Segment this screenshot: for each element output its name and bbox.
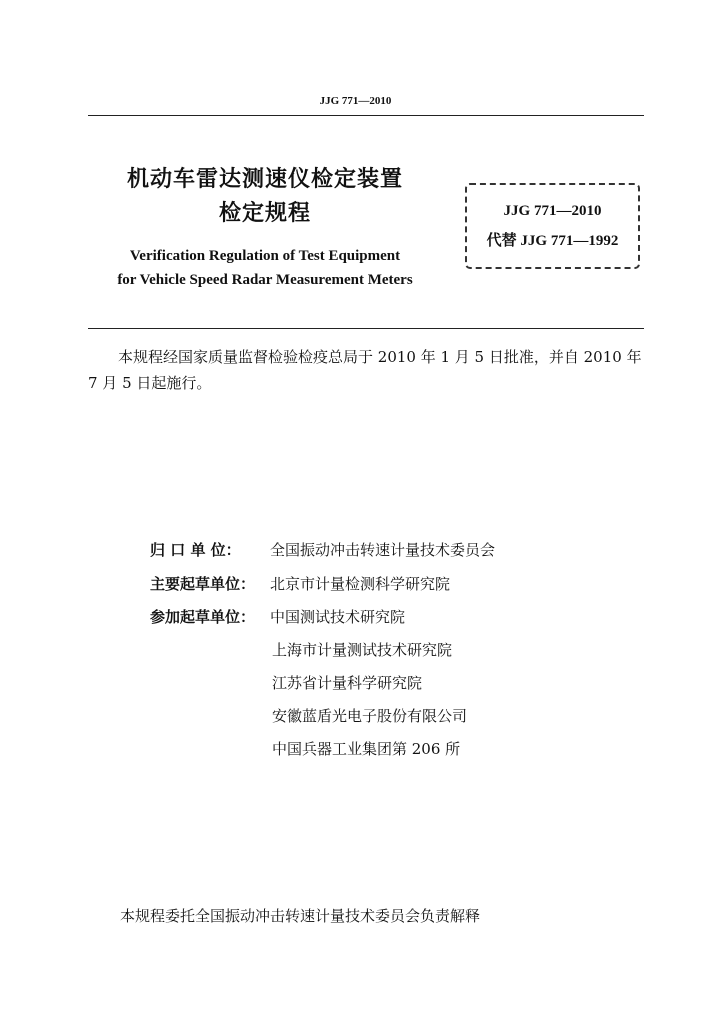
top-rule — [88, 115, 644, 116]
middle-rule — [88, 328, 644, 329]
responsible-unit-row — [150, 540, 495, 560]
chinese-title-line-1: 机动车雷达测速仪检定装置 — [126, 167, 403, 192]
standard-code-box — [465, 183, 640, 269]
interpretation-note: 本规程委托全国振动冲击转速计量技术委员会负责解释 — [120, 907, 481, 925]
participant-item: 中国测试技术研究院 — [270, 608, 406, 626]
document-code-header: JJG 771—2010 — [319, 95, 392, 107]
english-title-line-1: Verification Regulation of Test Equipment — [129, 248, 401, 264]
responsible-unit-value: 全国振动冲击转速计量技术委员会 — [270, 541, 496, 559]
participant-item: 江苏省计量科学研究院 — [272, 674, 423, 692]
english-title-line-2: for Vehicle Speed Radar Measurement Meters — [117, 272, 413, 288]
main-drafter-value: 北京市计量检测科学研究院 — [270, 575, 451, 593]
participant-item: 安徽蓝盾光电子股份有限公司 — [272, 707, 468, 725]
standard-code: JJG 771—2010 — [503, 203, 602, 219]
responsible-unit-label: 归 口 单 位： — [150, 541, 241, 559]
chinese-title-line-2: 检定规程 — [218, 201, 311, 226]
participant-item: 上海市计量测试技术研究院 — [272, 641, 453, 659]
participant-item: 中国兵器工业集团第 206 所 — [272, 740, 461, 758]
main-drafter-label: 主要起草单位： — [150, 575, 256, 593]
approval-statement: 本规程经国家质量监督检验检疫总局于 2010 年 1 月 5 日批准，并自 2010 年 7 月 5 日起施行。 — [88, 348, 642, 392]
main-drafter-row — [150, 574, 450, 594]
participants-row — [150, 607, 405, 627]
participants-label: 参加起草单位： — [150, 608, 256, 626]
replaces-code: 代替 JJG 771—1992 — [486, 233, 619, 249]
